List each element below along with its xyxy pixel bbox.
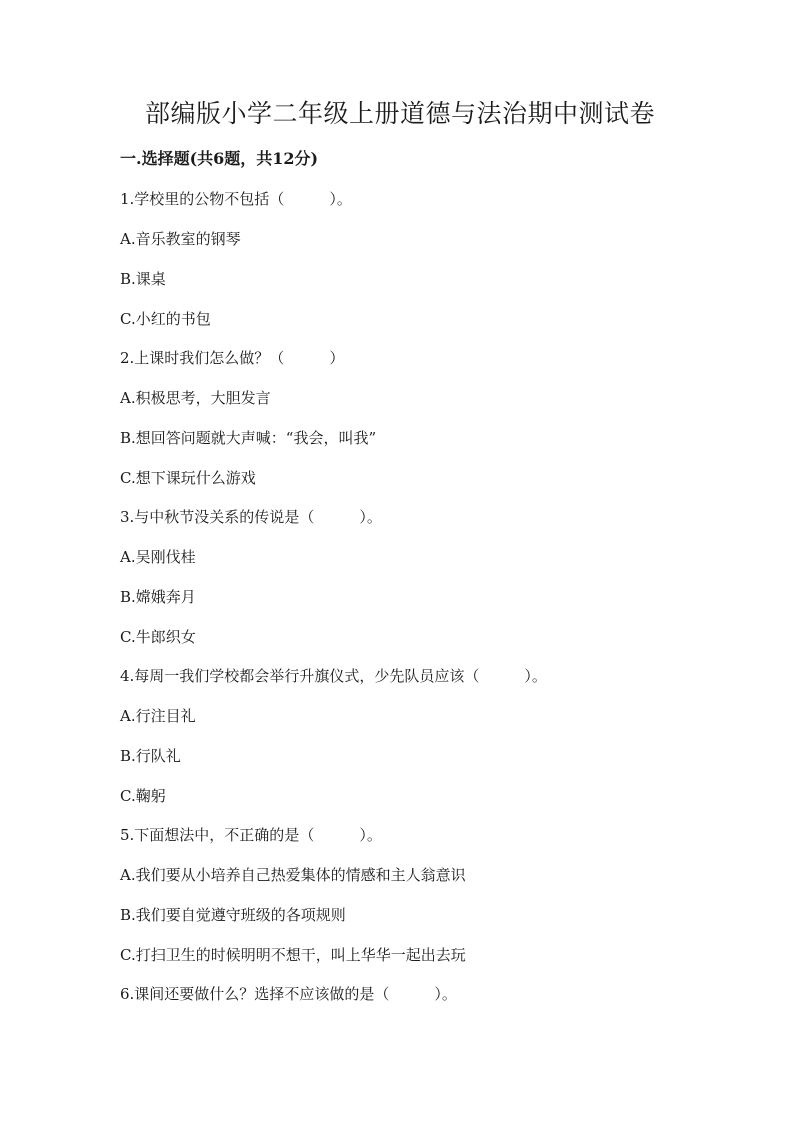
question-3-option-b: B.嫦娥奔月	[120, 588, 196, 606]
question-2-option-a: A.积极思考，大胆发言	[120, 389, 271, 407]
question-3-option-c: C.牛郎织女	[120, 628, 196, 646]
question-6-stem: 6.课间还要做什么？选择不应该做的是（ ）。	[120, 985, 457, 1003]
question-5-option-a: A.我们要从小培养自己热爱集体的情感和主人翁意识	[120, 866, 466, 884]
question-1-stem: 1.学校里的公物不包括（ ）。	[120, 190, 352, 208]
question-5-option-c: C.打扫卫生的时候明明不想干，叫上华华一起出去玩	[120, 946, 466, 964]
section-heading: 一.选择题(共6题，共12分)	[120, 149, 319, 168]
question-2-option-c: C.想下课玩什么游戏	[120, 469, 256, 487]
question-4-option-c: C.鞠躬	[120, 787, 166, 805]
question-5-stem: 5.下面想法中，不正确的是（ ）。	[120, 826, 382, 844]
question-2-stem: 2.上课时我们怎么做？（ ）	[120, 349, 345, 367]
page-title: 部编版小学二年级上册道德与法治期中测试卷	[144, 99, 655, 128]
question-1-option-b: B.课桌	[120, 270, 166, 288]
question-3-option-a: A.吴刚伐桂	[120, 548, 196, 566]
question-4-option-a: A.行注目礼	[120, 707, 196, 725]
question-2-option-b: B.想回答问题就大声喊：“我会，叫我”	[120, 429, 377, 447]
question-4-stem: 4.每周一我们学校都会举行升旗仪式，少先队员应该（ ）。	[120, 667, 547, 685]
question-5-option-b: B.我们要自觉遵守班级的各项规则	[120, 906, 346, 924]
question-1-option-c: C.小红的书包	[120, 310, 211, 328]
question-3-stem: 3.与中秋节没关系的传说是（ ）。	[120, 508, 382, 526]
question-1-option-a: A.音乐教室的钢琴	[120, 230, 241, 248]
question-4-option-b: B.行队礼	[120, 747, 181, 765]
